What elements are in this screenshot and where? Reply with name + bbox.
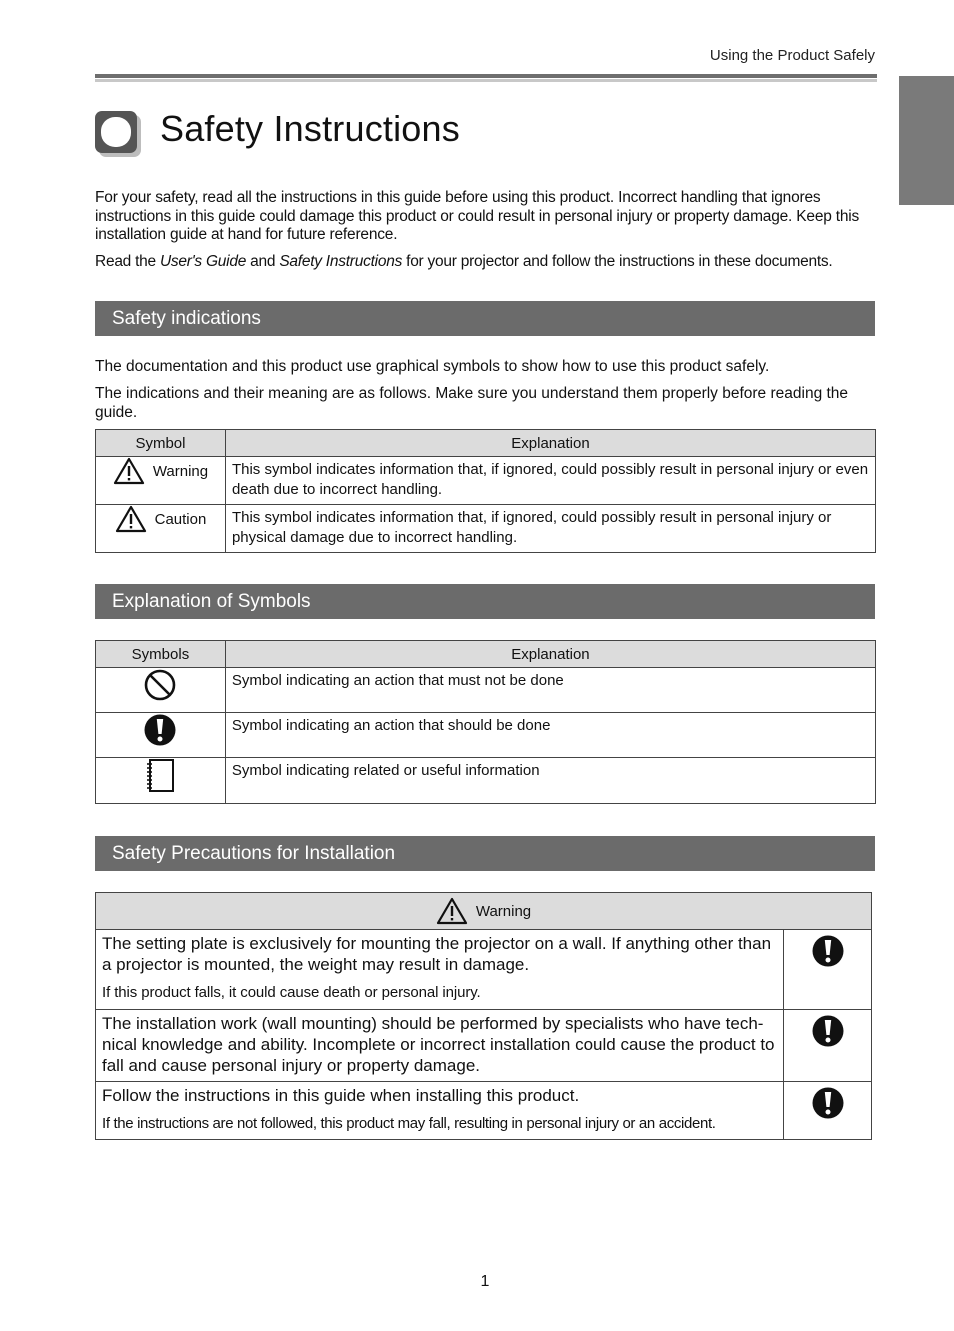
prohibition-icon bbox=[143, 668, 177, 702]
warning-header-row bbox=[96, 893, 872, 930]
symbol-label-caution: Caution bbox=[154, 510, 207, 528]
mandatory-icon-cell bbox=[784, 1082, 872, 1140]
table-row bbox=[96, 758, 876, 804]
section-heading-installation-precautions: Safety Precautions for Installation bbox=[95, 836, 875, 871]
chapter-square-icon bbox=[95, 111, 141, 157]
intro-paragraph: For your safety, read all the instructions in this guide before using this product. Incorrect handling that ignores instructions in this guide could damage this product or could result in personal injury or property damage. Keep this installation guide at hand for future reference. bbox=[95, 189, 860, 243]
warning-main-text: Follow the instructions in this guide when installing this product. bbox=[102, 1086, 580, 1105]
column-header-symbol: Symbol bbox=[96, 430, 226, 457]
warning-header-label: Warning bbox=[475, 902, 532, 920]
warning-note-text: If the instructions are not followed, this product may fall, resulting in personal injury or an accident. bbox=[102, 1115, 716, 1132]
section-heading-explanation-of-symbols: Explanation of Symbols bbox=[95, 584, 875, 619]
warning-header-cell bbox=[96, 893, 872, 930]
header-rule bbox=[95, 74, 877, 78]
mandatory-action-icon bbox=[811, 934, 845, 968]
symbol-label-warning: Warning bbox=[152, 462, 209, 480]
symbol-cell bbox=[96, 758, 226, 804]
section-heading-safety-indications: Safety indications bbox=[95, 301, 875, 336]
table-row bbox=[96, 713, 876, 758]
table-header-row bbox=[96, 430, 876, 457]
table-row bbox=[96, 457, 876, 505]
symbol-cell bbox=[96, 713, 226, 758]
chapter-side-tab bbox=[899, 76, 954, 205]
users-guide-title: User's Guide bbox=[159, 253, 247, 270]
intro-reference-paragraph: Read the User's Guide and Safety Instructions for your projector and follow the instructions in these documents. bbox=[95, 253, 833, 270]
warning-note-text: If this product falls, it could cause death or personal injury. bbox=[102, 984, 481, 1001]
warning-triangle-icon bbox=[113, 457, 145, 485]
warning-text-cell bbox=[96, 930, 784, 1010]
explanation-cell: Symbol indicating an action that should be done bbox=[225, 713, 875, 758]
explanation-cell: This symbol indicates information that, if ignored, could possibly result in personal injury or even death due to incorrect handling. bbox=[225, 457, 875, 505]
warning-triangle-icon bbox=[115, 505, 147, 533]
explanation-cell: Symbol indicating related or useful information bbox=[225, 758, 875, 804]
safety-indications-paragraph: The indications and their meaning are as follows. Make sure you understand them properly before reading the guide. bbox=[95, 385, 849, 421]
warning-main-text: The installation work (wall mounting) should be performed by specialists who have tech-nical knowledge and ability. Incomplete or incorrect installation could cause the product to fall and cause personal injury or property damage. bbox=[102, 1014, 775, 1075]
column-header-explanation: Explanation bbox=[225, 430, 875, 457]
page-number: 1 bbox=[480, 1273, 490, 1290]
installation-warning-table bbox=[95, 892, 872, 1140]
notebook-icon bbox=[143, 758, 177, 794]
safety-instructions-title: Safety Instructions bbox=[279, 253, 403, 270]
header-rule-light bbox=[95, 79, 877, 82]
warning-triangle-icon bbox=[436, 897, 468, 925]
table-row bbox=[96, 930, 872, 1010]
table-row bbox=[96, 1010, 872, 1082]
column-header-explanation: Explanation bbox=[225, 641, 875, 668]
table-header-row bbox=[96, 641, 876, 668]
mandatory-action-icon bbox=[143, 713, 177, 747]
page-title: Safety Instructions bbox=[160, 108, 460, 149]
explanation-cell: Symbol indicating an action that must not be done bbox=[225, 668, 875, 713]
mandatory-icon-cell bbox=[784, 1010, 872, 1082]
table-row bbox=[96, 505, 876, 553]
warning-text-cell bbox=[96, 1010, 784, 1082]
symbol-cell bbox=[96, 457, 226, 505]
table-row bbox=[96, 1082, 872, 1140]
explanation-cell: This symbol indicates information that, if ignored, could possibly result in personal injury or physical damage due to incorrect handling. bbox=[225, 505, 875, 553]
warning-text-cell bbox=[96, 1082, 784, 1140]
mandatory-action-icon bbox=[811, 1014, 845, 1048]
safety-indications-paragraph: The documentation and this product use graphical symbols to show how to use this product safely. bbox=[95, 358, 770, 375]
symbol-cell bbox=[96, 505, 226, 553]
table-row bbox=[96, 668, 876, 713]
mandatory-action-icon bbox=[811, 1086, 845, 1120]
column-header-symbols: Symbols bbox=[96, 641, 226, 668]
explanation-of-symbols-table bbox=[95, 640, 876, 804]
warning-main-text: The setting plate is exclusively for mounting the projector on a wall. If anything other than a projector is mounted, the weight may result in damage. bbox=[102, 934, 772, 974]
safety-indications-table bbox=[95, 429, 876, 553]
mandatory-icon-cell bbox=[784, 930, 872, 1010]
running-header: Using the Product Safely bbox=[709, 47, 875, 64]
symbol-cell bbox=[96, 668, 226, 713]
